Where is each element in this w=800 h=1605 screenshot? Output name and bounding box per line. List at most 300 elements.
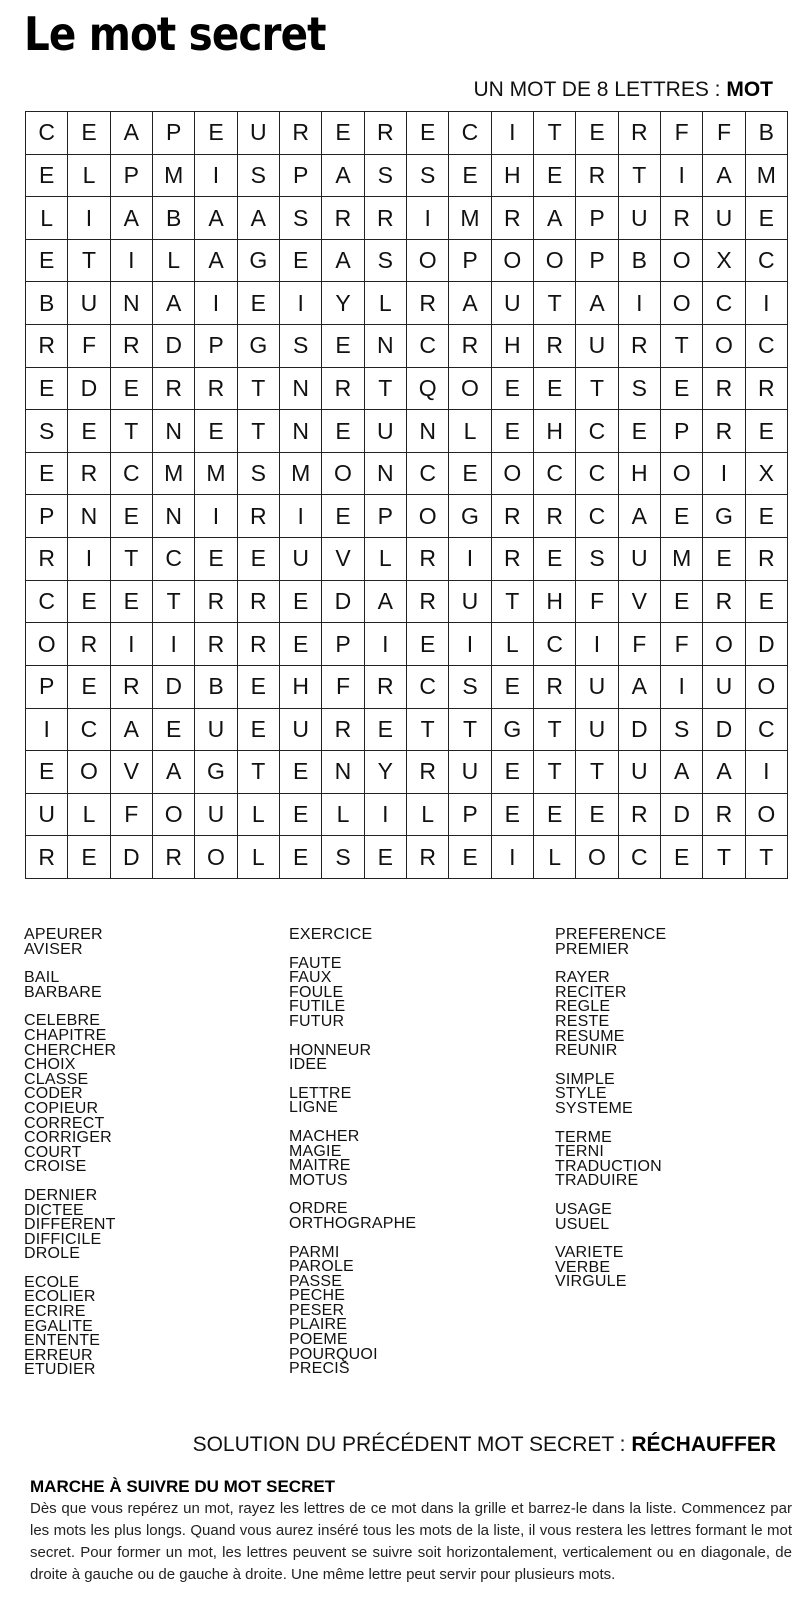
grid-cell[interactable]: L xyxy=(68,794,110,837)
grid-cell[interactable]: R xyxy=(238,581,280,624)
grid-cell[interactable]: A xyxy=(111,197,153,240)
word-list-item[interactable]: PASSE xyxy=(289,1272,343,1290)
grid-cell[interactable]: R xyxy=(238,623,280,666)
grid-cell[interactable]: I xyxy=(68,538,110,581)
grid-cell[interactable]: G xyxy=(238,240,280,283)
grid-cell[interactable]: E xyxy=(534,155,576,198)
grid-cell[interactable]: U xyxy=(26,794,68,837)
grid-cell[interactable]: V xyxy=(619,581,661,624)
word-list-item[interactable]: MACHER xyxy=(289,1127,360,1145)
grid-cell[interactable]: C xyxy=(576,453,618,496)
grid-cell[interactable]: C xyxy=(746,709,788,752)
grid-cell[interactable]: I xyxy=(111,240,153,283)
grid-cell[interactable]: E xyxy=(195,410,237,453)
word-list-item[interactable]: ECOLIER xyxy=(24,1288,96,1306)
grid-cell[interactable]: X xyxy=(746,453,788,496)
word-list-item[interactable]: CLASSE xyxy=(24,1070,89,1088)
grid-cell[interactable]: O xyxy=(407,495,449,538)
grid-cell[interactable]: M xyxy=(195,453,237,496)
grid-cell[interactable]: P xyxy=(26,495,68,538)
grid-cell[interactable]: H xyxy=(280,666,322,709)
grid-cell[interactable]: E xyxy=(280,751,322,794)
grid-cell[interactable]: F xyxy=(619,623,661,666)
grid-cell[interactable]: U xyxy=(280,709,322,752)
word-list-item[interactable]: STYLE xyxy=(555,1085,607,1103)
grid-cell[interactable]: I xyxy=(111,623,153,666)
grid-cell[interactable]: T xyxy=(449,709,491,752)
grid-cell[interactable]: R xyxy=(407,538,449,581)
grid-cell[interactable]: P xyxy=(322,623,364,666)
grid-cell[interactable]: O xyxy=(661,453,703,496)
grid-cell[interactable]: C xyxy=(534,623,576,666)
grid-cell[interactable]: L xyxy=(68,155,110,198)
grid-cell[interactable]: R xyxy=(195,623,237,666)
grid-cell[interactable]: I xyxy=(746,282,788,325)
grid-cell[interactable]: O xyxy=(703,623,745,666)
grid-cell[interactable]: R xyxy=(449,325,491,368)
grid-cell[interactable]: R xyxy=(703,581,745,624)
grid-cell[interactable]: T xyxy=(534,112,576,155)
grid-cell[interactable]: R xyxy=(153,368,195,411)
grid-cell[interactable]: E xyxy=(111,581,153,624)
grid-cell[interactable]: R xyxy=(407,581,449,624)
word-list-item[interactable]: FOULE xyxy=(289,983,344,1001)
word-list-item[interactable]: FAUTE xyxy=(289,954,342,972)
grid-cell[interactable]: T xyxy=(534,751,576,794)
word-list-item[interactable]: USUEL xyxy=(555,1215,610,1233)
grid-cell[interactable]: E xyxy=(365,709,407,752)
grid-cell[interactable]: R xyxy=(661,197,703,240)
grid-cell[interactable]: F xyxy=(661,112,703,155)
grid-cell[interactable]: E xyxy=(661,495,703,538)
grid-cell[interactable]: I xyxy=(195,155,237,198)
grid-cell[interactable]: C xyxy=(407,453,449,496)
grid-cell[interactable]: E xyxy=(280,836,322,879)
grid-cell[interactable]: D xyxy=(746,623,788,666)
grid-cell[interactable]: C xyxy=(449,112,491,155)
grid-cell[interactable]: A xyxy=(576,282,618,325)
grid-cell[interactable]: E xyxy=(280,623,322,666)
grid-cell[interactable]: C xyxy=(111,453,153,496)
grid-cell[interactable]: R xyxy=(195,368,237,411)
grid-cell[interactable]: I xyxy=(746,751,788,794)
grid-cell[interactable]: E xyxy=(238,709,280,752)
grid-cell[interactable]: T xyxy=(111,410,153,453)
grid-cell[interactable]: R xyxy=(492,495,534,538)
grid-cell[interactable]: R xyxy=(322,709,364,752)
word-list-item[interactable]: CHERCHER xyxy=(24,1041,117,1059)
grid-cell[interactable]: O xyxy=(534,240,576,283)
grid-cell[interactable]: O xyxy=(449,368,491,411)
grid-cell[interactable]: R xyxy=(322,368,364,411)
word-list-item[interactable]: CORRIGER xyxy=(24,1129,112,1147)
grid-cell[interactable]: E xyxy=(746,197,788,240)
grid-cell[interactable]: M xyxy=(746,155,788,198)
word-list-item[interactable]: COPIEUR xyxy=(24,1099,99,1117)
grid-cell[interactable]: A xyxy=(153,282,195,325)
grid-cell[interactable]: E xyxy=(280,794,322,837)
word-list-item[interactable]: RAYER xyxy=(555,969,610,987)
grid-cell[interactable]: T xyxy=(661,325,703,368)
grid-cell[interactable]: A xyxy=(703,751,745,794)
grid-cell[interactable]: H xyxy=(492,155,534,198)
word-list-item[interactable]: PESER xyxy=(289,1301,345,1319)
grid-cell[interactable]: S xyxy=(280,325,322,368)
word-list-item[interactable]: LETTRE xyxy=(289,1084,352,1102)
word-list-item[interactable]: CROISE xyxy=(24,1158,87,1176)
word-list-item[interactable]: ECRIRE xyxy=(24,1303,86,1321)
grid-cell[interactable]: U xyxy=(68,282,110,325)
grid-cell[interactable]: E xyxy=(449,155,491,198)
grid-cell[interactable]: E xyxy=(195,538,237,581)
grid-cell[interactable]: I xyxy=(661,155,703,198)
word-list-item[interactable]: DERNIER xyxy=(24,1186,98,1204)
grid-cell[interactable]: F xyxy=(68,325,110,368)
word-list-item[interactable]: PREMIER xyxy=(555,940,630,958)
grid-cell[interactable]: R xyxy=(534,325,576,368)
grid-cell[interactable]: E xyxy=(68,581,110,624)
grid-cell[interactable]: I xyxy=(449,538,491,581)
grid-cell[interactable]: N xyxy=(365,453,407,496)
word-list-item[interactable]: MOTUS xyxy=(289,1171,348,1189)
grid-cell[interactable]: E xyxy=(322,325,364,368)
grid-cell[interactable]: O xyxy=(492,240,534,283)
grid-cell[interactable]: D xyxy=(661,794,703,837)
grid-cell[interactable]: R xyxy=(492,197,534,240)
grid-cell[interactable]: E xyxy=(534,538,576,581)
grid-cell[interactable]: S xyxy=(238,155,280,198)
grid-cell[interactable]: G xyxy=(195,751,237,794)
grid-cell[interactable]: O xyxy=(407,240,449,283)
grid-cell[interactable]: B xyxy=(153,197,195,240)
grid-cell[interactable]: R xyxy=(703,410,745,453)
word-list-item[interactable]: SIMPLE xyxy=(555,1070,615,1088)
grid-cell[interactable]: R xyxy=(407,751,449,794)
grid-cell[interactable]: P xyxy=(280,155,322,198)
grid-cell[interactable]: I xyxy=(195,282,237,325)
grid-cell[interactable]: A xyxy=(153,751,195,794)
grid-cell[interactable]: R xyxy=(111,666,153,709)
grid-cell[interactable]: O xyxy=(661,282,703,325)
word-list-item[interactable]: REGLE xyxy=(555,998,611,1016)
grid-cell[interactable]: T xyxy=(238,368,280,411)
grid-cell[interactable]: E xyxy=(365,836,407,879)
grid-cell[interactable]: E xyxy=(195,112,237,155)
word-list-item[interactable]: APEURER xyxy=(24,926,103,943)
grid-cell[interactable]: D xyxy=(619,709,661,752)
grid-cell[interactable]: L xyxy=(449,410,491,453)
grid-cell[interactable]: O xyxy=(661,240,703,283)
grid-cell[interactable]: E xyxy=(492,794,534,837)
grid-cell[interactable]: I xyxy=(661,666,703,709)
grid-cell[interactable]: E xyxy=(492,666,534,709)
word-list-item[interactable]: FUTUR xyxy=(289,1012,345,1030)
word-list-item[interactable]: VIRGULE xyxy=(555,1273,627,1291)
grid-cell[interactable]: R xyxy=(26,538,68,581)
grid-cell[interactable]: E xyxy=(661,836,703,879)
grid-cell[interactable]: O xyxy=(68,751,110,794)
grid-cell[interactable]: P xyxy=(26,666,68,709)
grid-cell[interactable]: E xyxy=(26,155,68,198)
grid-cell[interactable]: N xyxy=(68,495,110,538)
word-list-item[interactable]: EGALITE xyxy=(24,1317,93,1335)
grid-cell[interactable]: A xyxy=(195,197,237,240)
grid-cell[interactable]: C xyxy=(407,666,449,709)
grid-cell[interactable]: E xyxy=(534,368,576,411)
grid-cell[interactable]: I xyxy=(492,112,534,155)
grid-cell[interactable]: E xyxy=(576,794,618,837)
grid-cell[interactable]: E xyxy=(111,495,153,538)
grid-cell[interactable]: S xyxy=(26,410,68,453)
grid-cell[interactable]: L xyxy=(238,836,280,879)
grid-cell[interactable]: E xyxy=(619,410,661,453)
word-list-item[interactable]: CHAPITRE xyxy=(24,1026,107,1044)
grid-cell[interactable]: I xyxy=(280,282,322,325)
grid-cell[interactable]: E xyxy=(407,112,449,155)
word-list-item[interactable]: DICTEE xyxy=(24,1201,84,1219)
grid-cell[interactable]: I xyxy=(195,495,237,538)
grid-cell[interactable]: R xyxy=(534,666,576,709)
grid-cell[interactable]: R xyxy=(619,794,661,837)
word-list-item[interactable]: CHOIX xyxy=(24,1056,76,1074)
word-list-item[interactable]: PLAIRE xyxy=(289,1316,348,1334)
word-list-item[interactable]: CELEBRE xyxy=(24,1012,101,1030)
grid-cell[interactable]: E xyxy=(661,581,703,624)
grid-cell[interactable]: R xyxy=(703,368,745,411)
grid-cell[interactable]: E xyxy=(26,368,68,411)
grid-cell[interactable]: R xyxy=(746,368,788,411)
grid-cell[interactable]: F xyxy=(322,666,364,709)
grid-cell[interactable]: R xyxy=(407,282,449,325)
grid-cell[interactable]: U xyxy=(703,666,745,709)
grid-cell[interactable]: S xyxy=(661,709,703,752)
grid-cell[interactable]: T xyxy=(534,282,576,325)
grid-cell[interactable]: E xyxy=(238,666,280,709)
grid-cell[interactable]: R xyxy=(111,325,153,368)
word-list-item[interactable]: PAROLE xyxy=(289,1258,354,1276)
grid-cell[interactable]: A xyxy=(322,240,364,283)
grid-cell[interactable]: A xyxy=(661,751,703,794)
word-list-item[interactable]: IDEE xyxy=(289,1056,328,1074)
grid-cell[interactable]: E xyxy=(238,282,280,325)
word-list-item[interactable]: RESTE xyxy=(555,1012,610,1030)
grid-cell[interactable]: C xyxy=(26,112,68,155)
grid-cell[interactable]: C xyxy=(26,581,68,624)
grid-cell[interactable]: N xyxy=(280,368,322,411)
grid-cell[interactable]: N xyxy=(407,410,449,453)
grid-cell[interactable]: E xyxy=(746,581,788,624)
grid-cell[interactable]: O xyxy=(322,453,364,496)
grid-cell[interactable]: C xyxy=(534,453,576,496)
grid-cell[interactable]: A xyxy=(703,155,745,198)
word-list-item[interactable]: VARIETE xyxy=(555,1244,624,1262)
grid-cell[interactable]: I xyxy=(407,197,449,240)
grid-cell[interactable]: R xyxy=(26,325,68,368)
grid-cell[interactable]: C xyxy=(576,495,618,538)
grid-cell[interactable]: U xyxy=(195,794,237,837)
grid-cell[interactable]: T xyxy=(534,709,576,752)
grid-cell[interactable]: R xyxy=(365,666,407,709)
word-list-item[interactable]: REUNIR xyxy=(555,1042,618,1060)
grid-cell[interactable]: S xyxy=(365,155,407,198)
grid-cell[interactable]: E xyxy=(449,836,491,879)
grid-cell[interactable]: P xyxy=(195,325,237,368)
grid-cell[interactable]: S xyxy=(280,197,322,240)
word-list-item[interactable]: HONNEUR xyxy=(289,1041,372,1059)
word-list-item[interactable]: USAGE xyxy=(555,1200,613,1218)
grid-cell[interactable]: T xyxy=(492,581,534,624)
grid-cell[interactable]: E xyxy=(280,240,322,283)
grid-cell[interactable]: A xyxy=(619,666,661,709)
word-list-item[interactable]: TRADUCTION xyxy=(555,1157,662,1175)
word-list-item[interactable]: POURQUOI xyxy=(289,1345,378,1363)
grid-cell[interactable]: V xyxy=(322,538,364,581)
grid-cell[interactable]: L xyxy=(26,197,68,240)
grid-cell[interactable]: S xyxy=(238,453,280,496)
word-list-item[interactable]: COURT xyxy=(24,1143,82,1161)
grid-cell[interactable]: S xyxy=(449,666,491,709)
grid-cell[interactable]: E xyxy=(322,495,364,538)
grid-cell[interactable]: A xyxy=(449,282,491,325)
word-list-item[interactable]: ENTENTE xyxy=(24,1332,101,1350)
grid-cell[interactable]: D xyxy=(153,666,195,709)
grid-cell[interactable]: E xyxy=(280,581,322,624)
grid-cell[interactable]: L xyxy=(322,794,364,837)
grid-cell[interactable]: E xyxy=(68,666,110,709)
grid-cell[interactable]: N xyxy=(111,282,153,325)
grid-cell[interactable]: E xyxy=(238,538,280,581)
grid-cell[interactable]: L xyxy=(407,794,449,837)
grid-cell[interactable]: P xyxy=(576,197,618,240)
grid-cell[interactable]: R xyxy=(534,495,576,538)
grid-cell[interactable]: F xyxy=(661,623,703,666)
grid-cell[interactable]: C xyxy=(576,410,618,453)
grid-cell[interactable]: M xyxy=(153,155,195,198)
grid-cell[interactable]: M xyxy=(661,538,703,581)
grid-cell[interactable]: Y xyxy=(322,282,364,325)
grid-cell[interactable]: Y xyxy=(365,751,407,794)
grid-cell[interactable]: E xyxy=(492,368,534,411)
grid-cell[interactable]: B xyxy=(619,240,661,283)
grid-cell[interactable]: A xyxy=(195,240,237,283)
word-list-item[interactable]: PARMI xyxy=(289,1243,340,1261)
grid-cell[interactable]: E xyxy=(703,538,745,581)
grid-cell[interactable]: R xyxy=(492,538,534,581)
grid-cell[interactable]: C xyxy=(153,538,195,581)
grid-cell[interactable]: R xyxy=(68,623,110,666)
grid-cell[interactable]: R xyxy=(746,538,788,581)
grid-cell[interactable]: E xyxy=(746,495,788,538)
grid-cell[interactable]: M xyxy=(280,453,322,496)
grid-cell[interactable]: T xyxy=(619,155,661,198)
grid-cell[interactable]: T xyxy=(238,410,280,453)
word-list-item[interactable]: MAGIE xyxy=(289,1142,342,1160)
word-list-item[interactable]: SYSTEME xyxy=(555,1099,633,1117)
grid-cell[interactable]: M xyxy=(449,197,491,240)
grid-cell[interactable]: U xyxy=(703,197,745,240)
grid-cell[interactable]: O xyxy=(703,325,745,368)
word-list-item[interactable]: CODER xyxy=(24,1085,83,1103)
word-list-item[interactable]: BAIL xyxy=(24,969,60,987)
word-list-item[interactable]: DROLE xyxy=(24,1245,81,1263)
grid-cell[interactable]: R xyxy=(195,581,237,624)
grid-cell[interactable]: B xyxy=(26,282,68,325)
grid-cell[interactable]: O xyxy=(492,453,534,496)
grid-cell[interactable]: N xyxy=(322,751,364,794)
grid-cell[interactable]: D xyxy=(703,709,745,752)
word-list-item[interactable]: ECOLE xyxy=(24,1273,80,1291)
grid-cell[interactable]: O xyxy=(26,623,68,666)
grid-cell[interactable]: T xyxy=(365,368,407,411)
grid-cell[interactable]: U xyxy=(576,666,618,709)
grid-cell[interactable]: P xyxy=(449,240,491,283)
grid-cell[interactable]: I xyxy=(153,623,195,666)
grid-cell[interactable]: L xyxy=(238,794,280,837)
grid-cell[interactable]: E xyxy=(26,453,68,496)
grid-cell[interactable]: U xyxy=(195,709,237,752)
grid-cell[interactable]: D xyxy=(68,368,110,411)
word-list-item[interactable]: RECITER xyxy=(555,983,627,1001)
grid-cell[interactable]: I xyxy=(619,282,661,325)
grid-cell[interactable]: R xyxy=(68,453,110,496)
grid-cell[interactable]: I xyxy=(365,623,407,666)
grid-cell[interactable]: S xyxy=(407,155,449,198)
grid-cell[interactable]: E xyxy=(576,112,618,155)
word-list-item[interactable]: FUTILE xyxy=(289,998,346,1016)
word-list-item[interactable]: VERBE xyxy=(555,1258,611,1276)
word-list-item[interactable]: ORDRE xyxy=(289,1200,348,1218)
grid-cell[interactable]: T xyxy=(68,240,110,283)
grid-cell[interactable]: F xyxy=(703,112,745,155)
grid-cell[interactable]: A xyxy=(111,709,153,752)
word-list-item[interactable]: FAUX xyxy=(289,969,332,987)
grid-cell[interactable]: F xyxy=(576,581,618,624)
grid-cell[interactable]: G xyxy=(449,495,491,538)
word-list-item[interactable]: MAITRE xyxy=(289,1157,351,1175)
grid-cell[interactable]: I xyxy=(68,197,110,240)
grid-cell[interactable]: E xyxy=(449,453,491,496)
grid-cell[interactable]: Q xyxy=(407,368,449,411)
grid-cell[interactable]: I xyxy=(492,836,534,879)
grid-cell[interactable]: P xyxy=(153,112,195,155)
grid-cell[interactable]: N xyxy=(153,410,195,453)
grid-cell[interactable]: C xyxy=(703,282,745,325)
grid-cell[interactable]: P xyxy=(661,410,703,453)
grid-cell[interactable]: R xyxy=(407,836,449,879)
grid-cell[interactable]: I xyxy=(26,709,68,752)
grid-cell[interactable]: O xyxy=(576,836,618,879)
grid-cell[interactable]: X xyxy=(703,240,745,283)
grid-cell[interactable]: G xyxy=(238,325,280,368)
grid-cell[interactable]: A xyxy=(365,581,407,624)
grid-cell[interactable]: S xyxy=(576,538,618,581)
grid-cell[interactable]: E xyxy=(68,410,110,453)
grid-cell[interactable]: P xyxy=(449,794,491,837)
grid-cell[interactable]: R xyxy=(280,112,322,155)
word-list-item[interactable]: EXERCICE xyxy=(289,926,373,943)
grid-cell[interactable]: E xyxy=(68,112,110,155)
grid-cell[interactable]: L xyxy=(492,623,534,666)
word-list-item[interactable]: RESUME xyxy=(555,1027,625,1045)
grid-cell[interactable]: I xyxy=(576,623,618,666)
grid-cell[interactable]: U xyxy=(576,325,618,368)
word-list-item[interactable]: TRADUIRE xyxy=(555,1172,639,1190)
grid-cell[interactable]: S xyxy=(365,240,407,283)
grid-cell[interactable]: U xyxy=(619,538,661,581)
grid-cell[interactable]: R xyxy=(365,112,407,155)
grid-cell[interactable]: U xyxy=(492,282,534,325)
grid-cell[interactable]: P xyxy=(111,155,153,198)
